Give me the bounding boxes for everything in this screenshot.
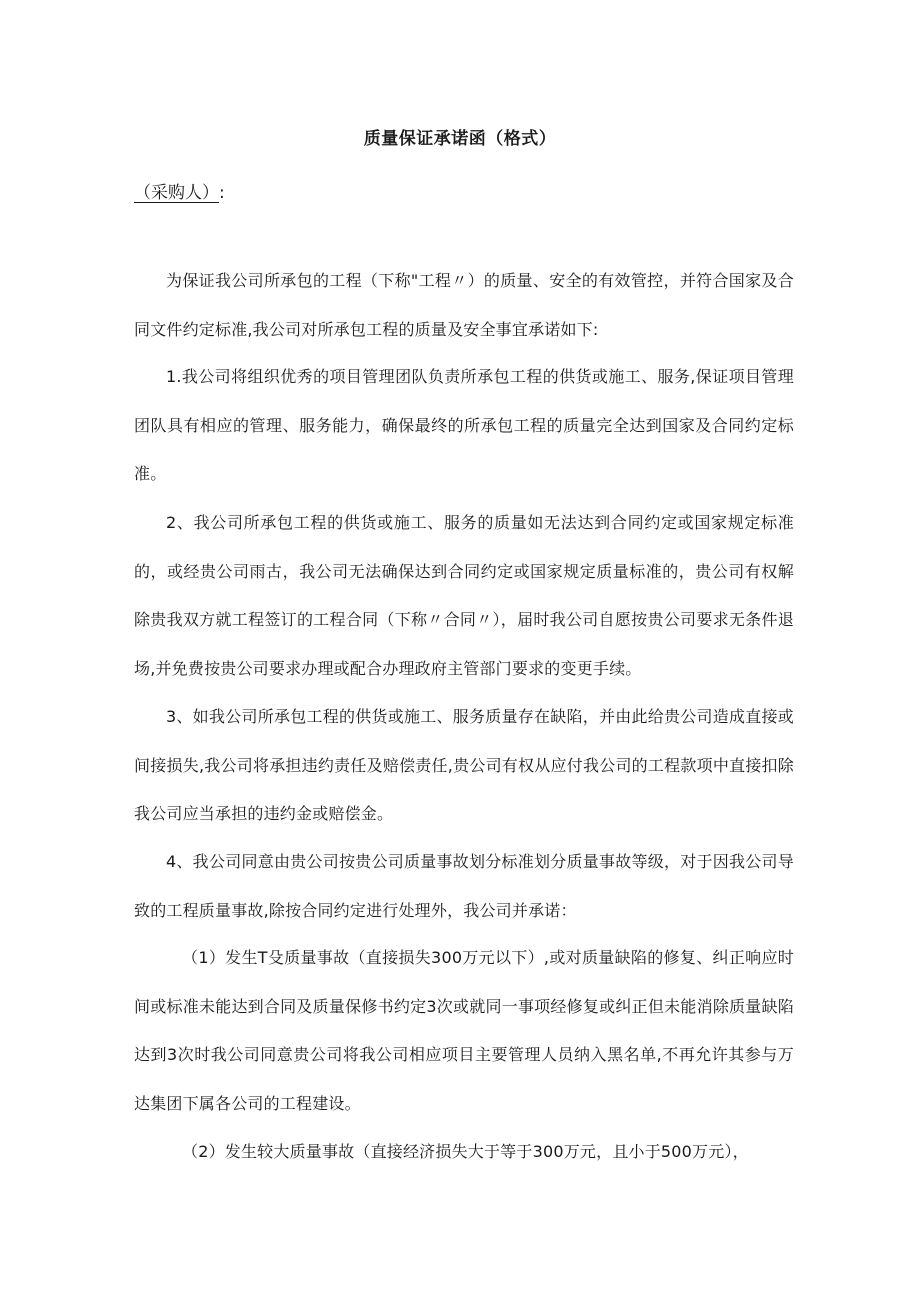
clause-4-2-paragraph: （2）发生较大质量事故（直接经济损失大于等于300万元，且小于500万元）， — [182, 1142, 749, 1161]
addressee: （采购人） — [134, 183, 219, 203]
clause-4-1-paragraph: （1）发生T殳质量事故（直接损失300万元以下）,或对质量缺陷的修复、纠正响应时间或标准未能达到合同及质量保修书约定3次或就同一事项经修复或纠正但未能消除质量缺陷达到3次时我公司同意贵公司将我公司相应项目主要管理人员纳入黑名单,不再允许其参与万达集团下属各公司的工程建设。 — [134, 948, 794, 1113]
salutation-colon: : — [219, 183, 225, 203]
clause-3-paragraph: 3、如我公司所承包工程的供货或施工、服务质量存在缺陷，并由此给贵公司造成直接或间接损失,我公司将承担违约责任及赔偿责任,贵公司有权从应付我公司的工程款项中直接扣除我公司应当承担的违约金或赔偿金。 — [134, 707, 794, 823]
document-title: 质量保证承诺函（格式） — [363, 129, 557, 149]
intro-paragraph: 为保证我公司所承包的工程（下称"工程〃）的质量、安全的有效管控，并符合国家及合同文件约定标准,我公司对所承包工程的质量及安全事宜承诺如下: — [134, 271, 794, 339]
clause-4-paragraph: 4、我公司同意由贵公司按贵公司质量事故划分标准划分质量事故等级，对于因我公司导致的工程质量事故,除按合同约定进行处理外，我公司并承诺： — [134, 852, 794, 920]
clause-2-paragraph: 2、我公司所承包工程的供货或施工、服务的质量如无法达到合同约定或国家规定标准的，或经贵公司雨古，我公司无法确保达到合同约定或国家规定质量标准的，贵公司有权解除贵我双方就工程签订的工程合同（下称〃合同〃），届时我公司自愿按贵公司要求无条件退场,并免费按贵公司要求办理或配合办理政府主管部门要求的变更手续。 — [134, 513, 794, 678]
salutation — [134, 181, 225, 205]
clause-1-paragraph: 1.我公司将组织优秀的项目管理团队负责所承包工程的供货或施工、服务,保证项目管理团队具有相应的管理、服务能力，确保最终的所承包工程的质量完全达到国家及合同约定标准。 — [134, 367, 794, 483]
